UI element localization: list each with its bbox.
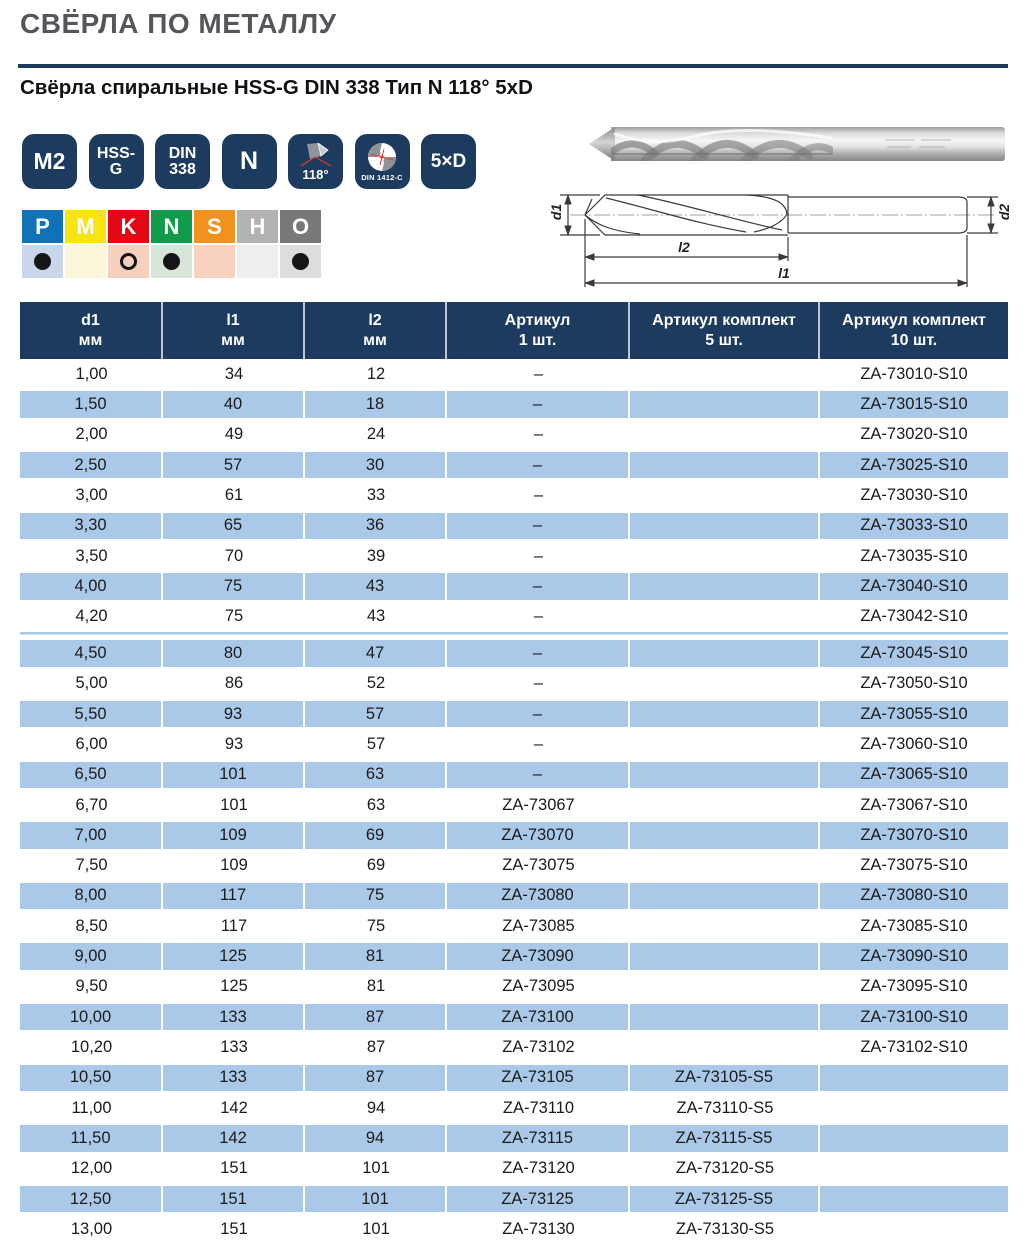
table-body — [20, 359, 1008, 1244]
cell-l1: 133 — [163, 1065, 305, 1091]
cell-l2: 101 — [362, 1159, 390, 1178]
cell-l2: 87 — [305, 1004, 447, 1030]
cell-l2: 43 — [366, 607, 386, 626]
cell-l1: 117 — [220, 916, 248, 935]
table-row — [20, 881, 1008, 911]
table-row — [20, 1184, 1008, 1214]
cell-l1: 109 — [163, 822, 305, 848]
cell-article-set5 — [630, 513, 820, 539]
cell-article-set10: ZA-73042-S10 — [860, 607, 968, 626]
cell-d1: 5,00 — [75, 674, 108, 693]
cell-article-set5 — [630, 573, 820, 599]
badge-din-338 — [155, 134, 210, 189]
table-header — [20, 302, 1008, 359]
col-header-article-set5 — [630, 302, 820, 359]
cell-article-set5 — [630, 943, 820, 969]
cell-article-set10: ZA-73045-S10 — [860, 643, 968, 662]
dim-label-d2: d2 — [996, 203, 1012, 221]
cell-article-single: – — [533, 364, 544, 383]
cell-d1: 11,00 — [71, 1098, 112, 1117]
cell-article-single: ZA-73110 — [502, 1098, 575, 1117]
col-header-l1 — [163, 302, 305, 359]
cell-article-set10: ZA-73065-S10 — [860, 765, 968, 784]
marker-dot — [292, 253, 309, 270]
cell-d1: 3,30 — [20, 513, 163, 539]
cell-l1: 101 — [163, 762, 305, 788]
cell-article-single: – — [447, 391, 630, 417]
cell-d1: 2,50 — [20, 452, 163, 478]
cell-d1: 3,50 — [75, 546, 108, 565]
table-row — [20, 699, 1008, 729]
cell-l1: 70 — [224, 546, 244, 565]
cell-l1: 151 — [163, 1186, 305, 1212]
cell-l2: 57 — [366, 734, 386, 753]
badge-label: N — [239, 147, 259, 175]
cell-article-set10: ZA-73090-S10 — [860, 947, 968, 966]
cell-l1: 75 — [224, 607, 244, 626]
cell-l1: 86 — [224, 674, 244, 693]
cell-article-set5 — [630, 883, 820, 909]
marker-dot — [34, 253, 51, 270]
cell-d1: 11,50 — [20, 1125, 163, 1151]
cell-article-set5: ZA-73120-S5 — [675, 1159, 775, 1178]
cell-article-set5 — [630, 669, 820, 699]
cell-d1: 4,50 — [20, 640, 163, 666]
cell-article-set5 — [630, 762, 820, 788]
cell-l2: 101 — [305, 1186, 447, 1212]
cell-article-set10: ZA-73015-S10 — [860, 394, 968, 413]
table-row — [20, 389, 1008, 419]
cell-l2: 69 — [305, 822, 447, 848]
badge-label: G — [109, 160, 123, 178]
cell-l1: 61 — [224, 485, 244, 504]
cell-l2: 75 — [366, 916, 386, 935]
cell-article-set5 — [630, 359, 820, 389]
cell-article-set5 — [630, 729, 820, 759]
badge-label: DIN — [168, 144, 197, 162]
cell-l1: 93 — [163, 701, 305, 727]
cell-l2: 18 — [305, 391, 447, 417]
drill-dimension-diagram — [548, 186, 1013, 298]
cell-d1: 13,00 — [70, 1219, 113, 1238]
cell-l1: 142 — [163, 1125, 305, 1151]
cell-d1: 8,50 — [75, 916, 108, 935]
table-row — [20, 760, 1008, 790]
cell-article-single: – — [447, 513, 630, 539]
col-unit: 1 шт. — [518, 331, 557, 349]
cell-article-set5 — [630, 790, 820, 820]
cell-article-single: – — [533, 734, 544, 753]
cell-l1: 57 — [163, 452, 305, 478]
cell-article-set10: ZA-73070-S10 — [860, 825, 968, 844]
cell-d1: 6,00 — [75, 734, 108, 753]
cell-l1: 65 — [163, 513, 305, 539]
col-header-d1 — [20, 302, 163, 359]
col-unit: мм — [363, 331, 387, 349]
table-row — [20, 420, 1008, 450]
page-title: СВЁРЛА ПО МЕТАЛЛУ — [20, 8, 337, 39]
cell-article-set5: ZA-73125-S5 — [630, 1186, 820, 1212]
cell-d1: 12,00 — [70, 1159, 113, 1178]
cell-article-set10: ZA-73025-S10 — [860, 455, 968, 474]
table-row — [20, 911, 1008, 941]
material-matrix — [22, 210, 321, 278]
material-letter: K — [108, 210, 149, 243]
cell-article-single: ZA-73095 — [502, 977, 575, 996]
material-letter: M — [65, 210, 106, 243]
badge-label: M2 — [33, 148, 66, 174]
dim-label-l1: l1 — [778, 265, 790, 281]
table-row — [20, 602, 1008, 632]
cell-article-set5: ZA-73115-S5 — [630, 1125, 820, 1151]
cell-article-set10: ZA-73067-S10 — [860, 795, 968, 814]
material-letter: S — [194, 210, 235, 243]
cell-l2: 63 — [366, 795, 386, 814]
material-letter: O — [280, 210, 321, 243]
cell-l1: 151 — [220, 1159, 248, 1178]
cell-l1: 142 — [220, 1098, 248, 1117]
cell-d1: 9,00 — [20, 943, 163, 969]
material-marker-cell — [280, 245, 321, 278]
cell-d1: 12,50 — [20, 1186, 163, 1212]
cell-article-single: ZA-73085 — [502, 916, 575, 935]
split-point-icon — [367, 142, 397, 172]
cell-article-set5 — [630, 851, 820, 881]
table-row — [20, 450, 1008, 480]
cell-article-set10: ZA-73102-S10 — [860, 1038, 968, 1057]
cell-article-set5: ZA-73110-S5 — [676, 1098, 774, 1117]
cell-l1: 133 — [163, 1004, 305, 1030]
cell-article-set10 — [820, 1125, 1008, 1151]
cell-l2: 52 — [366, 674, 386, 693]
cell-article-set5 — [630, 1004, 820, 1030]
marker-dot — [163, 253, 180, 270]
cell-article-single: – — [447, 762, 630, 788]
col-unit: 5 шт. — [705, 331, 743, 349]
table-row — [20, 1002, 1008, 1032]
badge-label: 338 — [169, 160, 196, 178]
col-unit: 10 шт. — [890, 331, 938, 349]
cell-article-set10: ZA-73055-S10 — [860, 704, 968, 723]
cell-article-single: – — [447, 640, 630, 666]
dim-label-d1: d1 — [548, 203, 564, 221]
cell-l2: 101 — [362, 1219, 390, 1238]
cell-l1: 125 — [163, 943, 305, 969]
table-row — [20, 729, 1008, 759]
cell-article-set5 — [630, 640, 820, 666]
cell-l2: 12 — [366, 364, 386, 383]
cell-article-set5 — [630, 701, 820, 727]
cell-l2: 81 — [305, 943, 447, 969]
cell-article-single: – — [447, 573, 630, 599]
cell-article-single: ZA-73120 — [502, 1159, 575, 1178]
dim-label-l2: l2 — [678, 239, 690, 255]
cell-article-single: ZA-73075 — [502, 856, 575, 875]
material-letter: P — [22, 210, 63, 243]
size-table — [20, 302, 1008, 1244]
cell-article-single: – — [533, 425, 544, 444]
col-unit: мм — [78, 331, 103, 349]
badge-length-ratio — [421, 134, 476, 189]
badge-point-angle — [288, 134, 343, 189]
cell-l1: 34 — [224, 364, 244, 383]
table-row — [20, 851, 1008, 881]
cell-article-set10 — [820, 1065, 1008, 1091]
material-col-n — [151, 210, 192, 278]
badge-material-m2 — [22, 134, 77, 189]
cell-l1: 101 — [220, 795, 248, 814]
col-label: d1 — [81, 311, 100, 329]
table-row — [20, 972, 1008, 1002]
cell-l2: 24 — [366, 425, 386, 444]
badge-label: 5×D — [430, 151, 467, 172]
cell-d1: 9,50 — [75, 977, 108, 996]
cell-l2: 36 — [305, 513, 447, 539]
cell-d1: 1,00 — [75, 364, 108, 383]
col-header-article-single — [447, 302, 630, 359]
material-col-o — [280, 210, 321, 278]
cell-l2: 94 — [305, 1125, 447, 1151]
table-row — [20, 1093, 1008, 1123]
cell-d1: 10,00 — [20, 1004, 163, 1030]
cell-article-single: – — [533, 546, 544, 565]
cell-article-set10 — [820, 1186, 1008, 1212]
table-row — [20, 1154, 1008, 1184]
cell-article-set10: ZA-73033-S10 — [860, 516, 968, 535]
cell-article-single: ZA-73130 — [502, 1219, 575, 1238]
cell-article-single: – — [533, 674, 544, 693]
cell-d1: 6,70 — [75, 795, 108, 814]
cell-article-set10: ZA-73100-S10 — [860, 1007, 968, 1026]
cell-l1: 133 — [220, 1038, 248, 1057]
cell-l2: 30 — [305, 452, 447, 478]
col-header-l2 — [305, 302, 447, 359]
cell-d1: 4,00 — [20, 573, 163, 599]
material-col-p — [22, 210, 63, 278]
col-header-article-set10 — [820, 302, 1008, 359]
cell-article-single: – — [447, 701, 630, 727]
cell-l1: 125 — [220, 977, 248, 996]
spec-badges — [22, 134, 476, 189]
col-label: Артикул комплект — [652, 311, 796, 329]
cell-article-set5 — [630, 541, 820, 571]
cell-l1: 80 — [163, 640, 305, 666]
col-label: Артикул комплект — [842, 311, 986, 329]
cell-article-set10: ZA-73030-S10 — [860, 485, 968, 504]
cell-l2: 94 — [366, 1098, 386, 1117]
material-marker-cell — [22, 245, 63, 278]
cell-l2: 47 — [305, 640, 447, 666]
badge-label: HSS- — [96, 144, 136, 162]
cell-d1: 3,00 — [75, 485, 108, 504]
cell-article-single: – — [447, 452, 630, 478]
cell-article-single: ZA-73067 — [502, 795, 575, 814]
cell-d1: 1,50 — [20, 391, 163, 417]
col-unit: мм — [221, 331, 245, 349]
cell-article-set5 — [630, 972, 820, 1002]
material-col-m — [65, 210, 106, 278]
cell-l2: 43 — [305, 573, 447, 599]
table-row — [20, 1063, 1008, 1093]
cell-l2: 63 — [305, 762, 447, 788]
cell-d1: 10,20 — [70, 1038, 113, 1057]
material-letter: H — [237, 210, 278, 243]
material-marker-cell — [237, 245, 278, 278]
cell-article-single: – — [533, 485, 544, 504]
table-row — [20, 820, 1008, 850]
cell-article-set10: ZA-73060-S10 — [860, 734, 968, 753]
table-row — [20, 480, 1008, 510]
material-marker-cell — [108, 245, 149, 278]
divider-rule — [18, 64, 1008, 68]
col-label: l1 — [226, 311, 240, 329]
cell-l1: 151 — [220, 1219, 248, 1238]
drill-point-angle-icon — [299, 143, 333, 167]
badge-point-grind — [355, 134, 410, 189]
cell-article-set10: ZA-73050-S10 — [860, 674, 968, 693]
cell-l1: 117 — [163, 883, 305, 909]
cell-article-set5: ZA-73105-S5 — [630, 1065, 820, 1091]
cell-article-set5 — [630, 822, 820, 848]
material-col-s — [194, 210, 235, 278]
table-row — [20, 1123, 1008, 1153]
table-row — [20, 790, 1008, 820]
cell-l2: 87 — [305, 1065, 447, 1091]
cell-d1: 7,50 — [75, 856, 108, 875]
cell-article-set10: ZA-73010-S10 — [860, 364, 968, 383]
cell-l2: 75 — [305, 883, 447, 909]
cell-d1: 7,00 — [20, 822, 163, 848]
table-row — [20, 1214, 1008, 1244]
table-row — [20, 541, 1008, 571]
table-row — [20, 638, 1008, 668]
table-row — [20, 941, 1008, 971]
material-marker-cell — [65, 245, 106, 278]
cell-l2: 33 — [366, 485, 386, 504]
cell-article-set5 — [630, 420, 820, 450]
table-row — [20, 571, 1008, 601]
cell-article-set10 — [820, 1214, 1008, 1244]
cell-article-single: ZA-73070 — [447, 822, 630, 848]
material-marker-cell — [151, 245, 192, 278]
cell-d1: 4,20 — [75, 607, 108, 626]
cell-l1: 75 — [163, 573, 305, 599]
cell-article-single: – — [533, 607, 544, 626]
cell-article-set10 — [820, 1093, 1008, 1123]
table-row — [20, 669, 1008, 699]
cell-article-single: ZA-73102 — [502, 1038, 575, 1057]
marker-dot — [120, 253, 137, 270]
cell-article-set10 — [820, 1154, 1008, 1184]
cell-d1: 2,00 — [75, 425, 108, 444]
cell-article-single: ZA-73125 — [447, 1186, 630, 1212]
cell-article-set5 — [630, 911, 820, 941]
cell-l1: 93 — [224, 734, 244, 753]
badge-type-n — [222, 134, 277, 189]
material-col-h — [237, 210, 278, 278]
cell-article-set5: ZA-73130-S5 — [675, 1219, 775, 1238]
material-letter: N — [151, 210, 192, 243]
table-row — [20, 511, 1008, 541]
material-col-k — [108, 210, 149, 278]
cell-article-set10: ZA-73080-S10 — [860, 886, 968, 905]
cell-article-single: ZA-73100 — [447, 1004, 630, 1030]
cell-article-single: ZA-73105 — [447, 1065, 630, 1091]
badge-label: DIN 1412-C — [361, 172, 403, 182]
cell-article-set10: ZA-73040-S10 — [860, 576, 968, 595]
cell-l2: 69 — [366, 856, 386, 875]
cell-d1: 8,00 — [20, 883, 163, 909]
col-label: l2 — [368, 311, 382, 329]
cell-article-set10: ZA-73085-S10 — [860, 916, 968, 935]
cell-article-set10: ZA-73020-S10 — [860, 425, 968, 444]
cell-l2: 57 — [305, 701, 447, 727]
badge-label: 118° — [302, 166, 329, 182]
badge-hss-g — [89, 134, 144, 189]
cell-article-single: ZA-73115 — [447, 1125, 630, 1151]
cell-article-set5 — [630, 602, 820, 632]
cell-l2: 81 — [366, 977, 386, 996]
cell-d1: 6,50 — [20, 762, 163, 788]
table-row — [20, 359, 1008, 389]
cell-article-single: ZA-73090 — [447, 943, 630, 969]
cell-l2: 87 — [366, 1038, 386, 1057]
cell-l2: 39 — [366, 546, 386, 565]
cell-article-set10: ZA-73095-S10 — [860, 977, 968, 996]
cell-l1: 49 — [224, 425, 244, 444]
cell-article-set5 — [630, 1032, 820, 1062]
cell-l1: 109 — [220, 856, 248, 875]
table-row — [20, 1032, 1008, 1062]
cell-article-set5 — [630, 391, 820, 417]
cell-article-set5 — [630, 480, 820, 510]
col-label: Артикул — [504, 311, 571, 329]
cell-article-single: ZA-73080 — [447, 883, 630, 909]
drill-photo — [585, 110, 1010, 181]
product-title: Свёрла спиральные HSS-G DIN 338 Тип N 118° 5xD — [20, 76, 533, 99]
cell-article-set10: ZA-73035-S10 — [860, 546, 968, 565]
cell-article-set10: ZA-73075-S10 — [860, 856, 968, 875]
cell-d1: 10,50 — [20, 1065, 163, 1091]
cell-l1: 40 — [163, 391, 305, 417]
cell-d1: 5,50 — [20, 701, 163, 727]
material-marker-cell — [194, 245, 235, 278]
cell-article-set5 — [630, 452, 820, 478]
